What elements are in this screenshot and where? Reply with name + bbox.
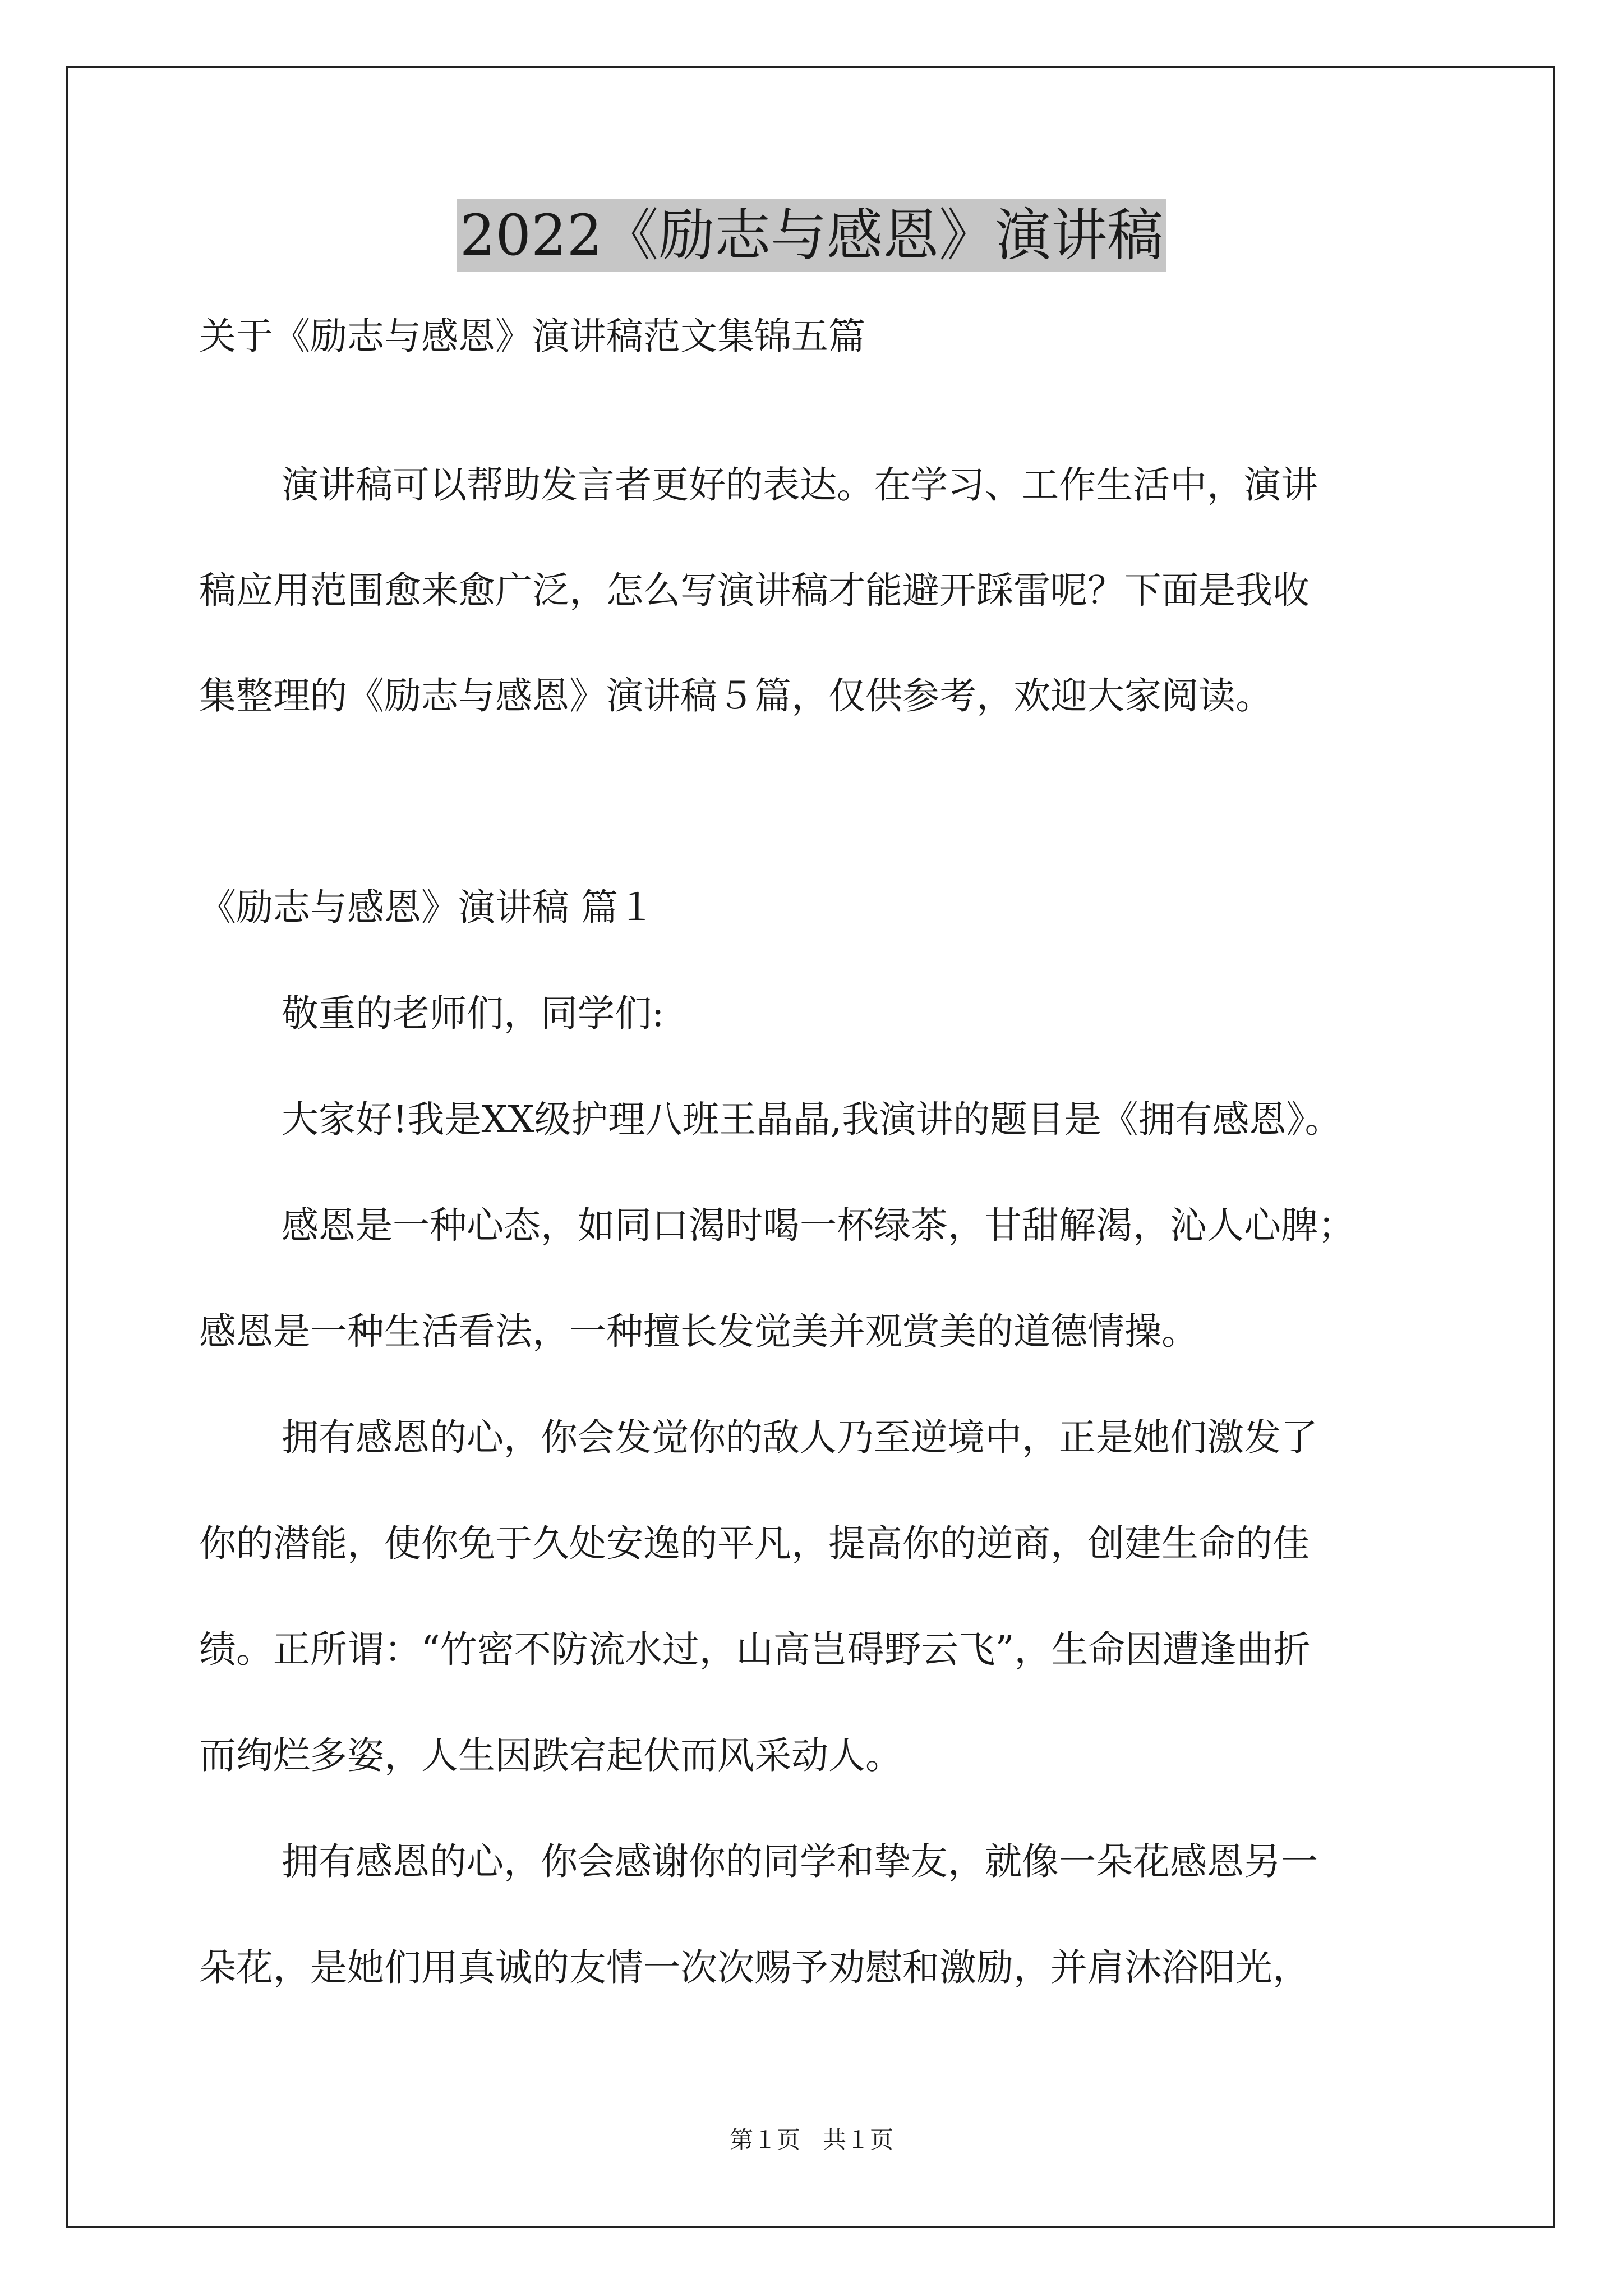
document-subtitle: 关于《励志与感恩》演讲稿范文集锦五篇 xyxy=(199,315,865,358)
page-border xyxy=(66,66,1555,2228)
intro-line-1: 演讲稿可以帮助发言者更好的表达。在学习、工作生活中，演讲 xyxy=(282,463,1318,507)
body-line-5: 拥有感恩的心，你会发觉你的敌人乃至逆境中，正是她们激发了 xyxy=(282,1416,1318,1459)
body-line-9: 拥有感恩的心，你会感谢你的同学和挚友，就像一朵花感恩另一 xyxy=(282,1840,1318,1883)
section-heading: 《励志与感恩》演讲稿 篇１ xyxy=(199,886,655,929)
title-block xyxy=(0,199,1623,272)
body-line-8: 而绚烂多姿，人生因跌宕起伏而风采动人。 xyxy=(199,1734,902,1777)
body-line-4: 感恩是一种生活看法，一种擅长发觉美并观赏美的道德情操。 xyxy=(199,1310,1198,1353)
body-line-6: 你的潜能，使你免于久处安逸的平凡，提高你的逆商，创建生命的佳 xyxy=(199,1522,1310,1565)
document-title: 2022《励志与感恩》演讲稿 xyxy=(457,199,1167,272)
page-number-footer: 第１页 共１页 xyxy=(729,2126,894,2154)
intro-line-3: 集整理的《励志与感恩》演讲稿５篇，仅供参考，欢迎大家阅读。 xyxy=(199,674,1272,717)
body-line-7: 绩。正所谓：“竹密不防流水过，山高岂碍野云飞”，生命因遭逢曲折 xyxy=(199,1628,1311,1671)
body-line-1: 敬重的老师们，同学们: xyxy=(282,992,665,1035)
intro-line-2: 稿应用范围愈来愈广泛，怎么写演讲稿才能避开踩雷呢？下面是我收 xyxy=(199,569,1310,612)
body-line-2: 大家好!我是XX级护理八班王晶晶,我演讲的题目是《拥有感恩》。 xyxy=(282,1098,1342,1141)
body-line-10: 朵花，是她们用真诚的友情一次次赐予劝慰和激励，并肩沐浴阳光， xyxy=(199,1946,1310,1989)
body-line-3: 感恩是一种心态，如同口渴时喝一杯绿茶，甘甜解渴，沁人心脾； xyxy=(282,1204,1355,1247)
